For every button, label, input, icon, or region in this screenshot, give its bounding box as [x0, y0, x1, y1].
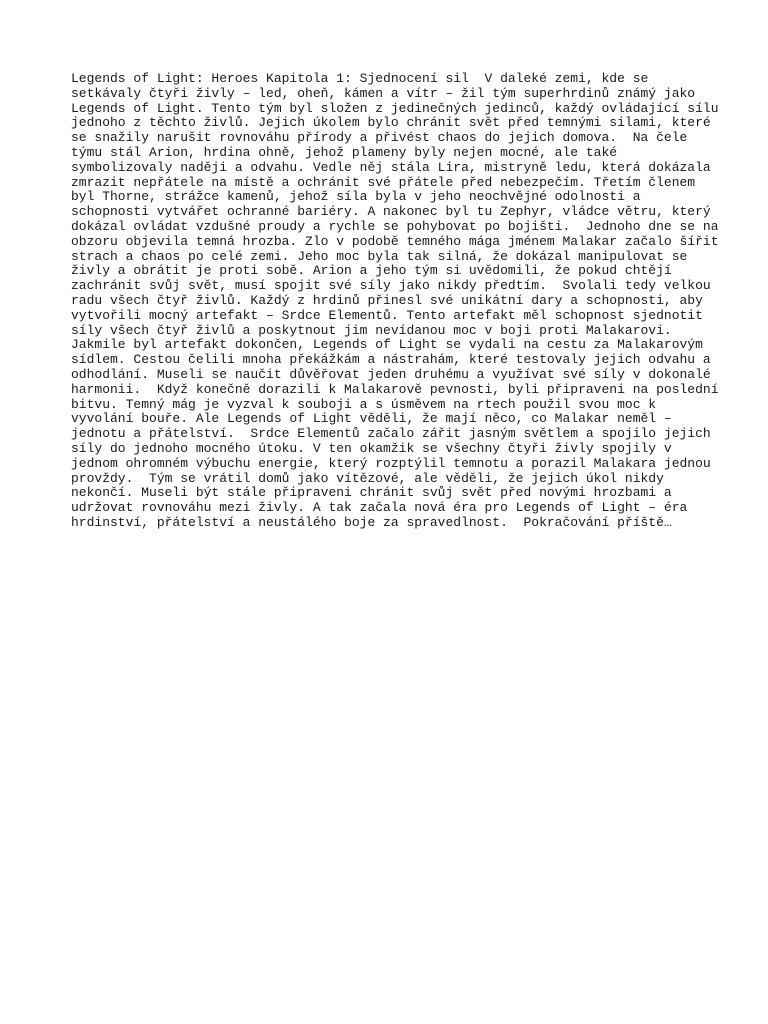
text-line: strach a chaos po celé zemi. Jeho moc byla tak silná, že dokázal manipulovat se [71, 248, 688, 264]
text-line: odhodlání. Museli se naučit důvěřovat jeden druhému a využívat své síly v dokonalé [71, 366, 711, 382]
text-line: Jakmile byl artefakt dokončen, Legends of Light se vydali na cestu za Malakarovým [71, 337, 703, 353]
text-line: harmonii. Když konečně dorazili k Malakarově pevnosti, byli připraveni na poslední [71, 381, 719, 397]
text-line: vyvolání bouře. Ale Legends of Light věděli, že mají něco, co Malakar neměl – [71, 411, 672, 427]
text-line: jednom ohromném výbuchu energie, který rozptýlil temnotu a porazil Malakara jednou [71, 455, 711, 471]
text-line: udržovat rovnováhu mezi živly. A tak začala nová éra pro Legends of Light – éra [71, 500, 688, 516]
text-line: síly do jednoho mocného útoku. V ten okamžik se všechny čtyři živly spojily v [71, 440, 672, 456]
text-line: setkávaly čtyři živly – led, oheň, kámen a vítr – žil tým superhrdinů známý jako [71, 85, 696, 101]
text-line: sídlem. Cestou čelili mnoha překážkám a nástrahám, které testovaly jejich odvahu a [71, 352, 711, 368]
text-line: Legends of Light: Heroes Kapitola 1: Sjednocení sil V daleké zemi, kde se [71, 71, 649, 86]
text-line: radu všech čtyř živlů. Každý z hrdinů přinesl své unikátní dary a schopnosti, aby [71, 292, 703, 308]
text-line: provždy. Tým se vrátil domů jako vítězové, ale věděli, že jejich úkol nikdy [71, 470, 664, 486]
text-line: jednotu a přátelství. Srdce Elementů začalo zářit jasným světlem a spojilo jejich [71, 426, 711, 442]
text-line: jednoho z těchto živlů. Jejich úkolem bylo chránit svět před temnými silami, které [71, 115, 711, 131]
text-line: vytvořili mocný artefakt – Srdce Elementů. Tento artefakt měl schopnost sjednotit [71, 307, 703, 323]
text-line: schopnosti vytvářet ochranné bariéry. A nakonec byl tu Zephyr, vládce větru, který [71, 204, 711, 220]
text-line: zachránit svůj svět, musí spojit své síly jako nikdy předtím. Svolali tedy velkou [71, 278, 711, 294]
text-line: týmu stál Arion, hrdina ohně, jehož plameny byly nejen mocné, ale také [71, 144, 618, 160]
text-line: byl Thorne, strážce kamenů, jehož síla byla v jeho neochvějné odolnosti a [71, 189, 641, 205]
story-text [71, 71, 719, 531]
text-line: dokázal ovládat vzdušné proudy a rychle se pohybovat po bojišti. Jednoho dne se na [71, 218, 719, 234]
text-line: nekončí. Museli být stále připraveni chránit svůj svět před novými hrozbami a [71, 485, 672, 501]
text-line: Legends of Light. Tento tým byl složen z jedinečných jedinců, každý ovládající sílu [71, 100, 719, 116]
text-line: živly a obrátit je proti sobě. Arion a jeho tým si uvědomili, že pokud chtějí [71, 263, 672, 279]
text-line: obzoru objevila temná hrozba. Zlo v podobě temného mága jménem Malakar začalo šířit [71, 233, 719, 249]
text-line: síly všech čtyř živlů a poskytnout jim nevídanou moc v boji proti Malakarovi. [71, 322, 672, 338]
text-line: bitvu. Temný mág je vyzval k souboji a s úsměvem na rtech použil svou moc k [71, 396, 657, 412]
text-line: zmrazit nepřátele na místě a ochránit své přátele před nebezpečím. Třetím členem [71, 174, 696, 190]
text-line: hrdinství, přátelství a neustálého boje za spravedlnost. Pokračování příště… [71, 514, 672, 530]
text-line: se snažily narušit rovnováhu přírody a přivést chaos do jejich domova. Na čele [71, 130, 688, 146]
text-line: symbolizovaly naději a odvahu. Vedle něj stála Lira, mistryně ledu, která dokázala [71, 159, 711, 175]
